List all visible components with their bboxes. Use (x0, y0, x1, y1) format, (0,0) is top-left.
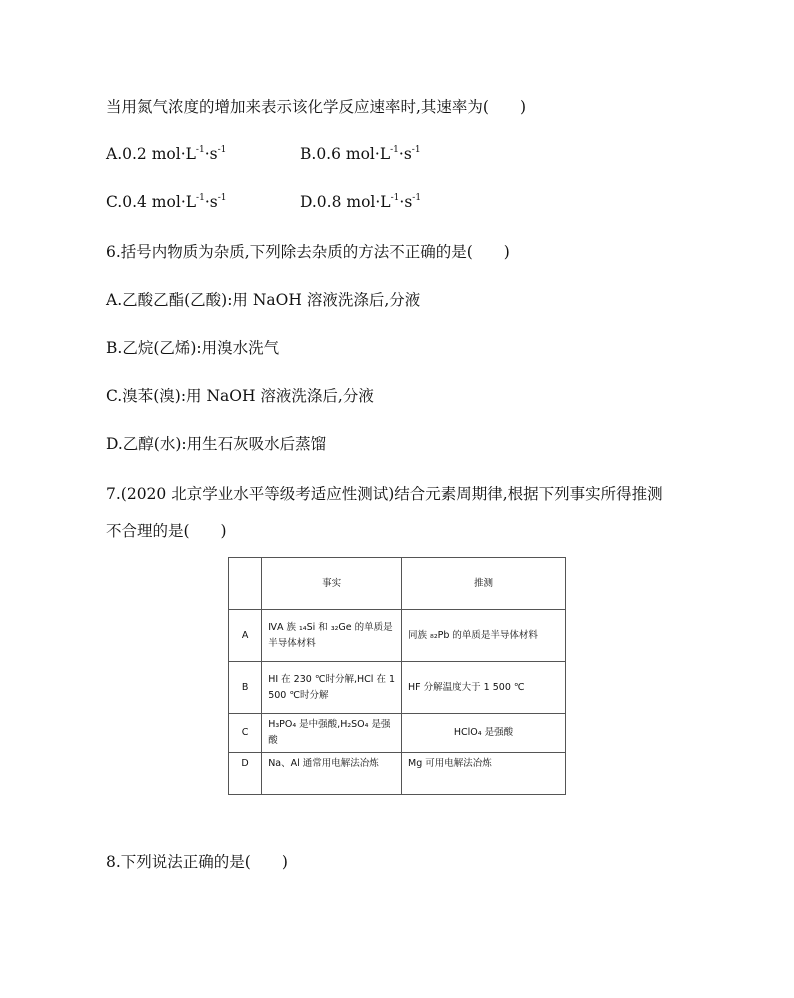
header-cell-fact: 事实 (262, 558, 402, 610)
unit-s: ·s (398, 145, 412, 163)
option-c (106, 193, 227, 211)
row-guess: HClO₄ 是强酸 (402, 714, 566, 753)
option-c-label: C.0.4 mol (106, 193, 181, 211)
exp: -1 (412, 193, 422, 203)
exp: -1 (217, 145, 227, 155)
question-7-stem-line1: 7.(2020 北京学业水平等级考适应性测试)结合元素周期律,根据下列事实所得推测 (106, 485, 663, 503)
row-guess: HF 分解温度大于 1 500 ℃ (402, 662, 566, 714)
row-fact: HI 在 230 ℃时分解,HCl 在 1 500 ℃时分解 (262, 662, 402, 714)
row-fact: Na、Al 通常用电解法冶炼 (262, 753, 402, 795)
unit-L: ·L (180, 193, 197, 211)
question-intro: 当用氮气浓度的增加来表示该化学反应速率时,其速率为( ) (106, 98, 527, 116)
question-8-stem: 8.下列说法正确的是( ) (106, 853, 288, 871)
unit-s: ·s (204, 193, 218, 211)
row-label: A (229, 610, 262, 662)
option-d-label: D.0.8 mol (300, 193, 376, 211)
table-row (229, 662, 566, 714)
q6-option-a: A.乙酸乙酯(乙酸):用 NaOH 溶液洗涤后,分液 (106, 291, 421, 309)
row-fact: H₃PO₄ 是中强酸,H₂SO₄ 是强酸 (262, 714, 402, 753)
exp: -1 (411, 145, 421, 155)
unit-L: ·L (375, 193, 391, 211)
unit-L: ·L (180, 145, 196, 163)
exp: -1 (390, 145, 399, 155)
table-row (229, 714, 566, 753)
exp: -1 (196, 193, 205, 203)
unit-s: ·s (399, 193, 413, 211)
table-header-row (229, 558, 566, 610)
header-cell-guess: 推测 (402, 558, 566, 610)
question-7-stem-line2: 不合理的是( ) (106, 522, 227, 540)
option-a (106, 145, 226, 163)
header-cell-empty (229, 558, 262, 610)
exp: -1 (217, 193, 227, 203)
option-a-label: A.0.2 mol (106, 145, 181, 163)
facts-table (228, 557, 566, 795)
q6-option-c: C.溴苯(溴):用 NaOH 溶液洗涤后,分液 (106, 387, 374, 405)
exp: -1 (390, 193, 400, 203)
row-label: B (229, 662, 262, 714)
table-row (229, 610, 566, 662)
q6-option-b: B.乙烷(乙烯):用溴水洗气 (106, 339, 280, 357)
option-b (300, 145, 421, 163)
row-guess: 同族 ₈₂Pb 的单质是半导体材料 (402, 610, 566, 662)
exp: -1 (195, 145, 205, 155)
q6-option-d: D.乙醇(水):用生石灰吸水后蒸馏 (106, 435, 327, 453)
row-label: D (229, 753, 262, 795)
option-d (300, 193, 421, 211)
row-fact: ⅣA 族 ₁₄Si 和 ₃₂Ge 的单质是半导体材料 (262, 610, 402, 662)
option-b-label: B.0.6 mol (300, 145, 375, 163)
table-row (229, 753, 566, 795)
unit-L: ·L (374, 145, 391, 163)
row-guess: Mg 可用电解法冶炼 (402, 753, 566, 795)
question-6-stem: 6.括号内物质为杂质,下列除去杂质的方法不正确的是( ) (106, 243, 510, 261)
row-label: C (229, 714, 262, 753)
unit-s: ·s (204, 145, 218, 163)
